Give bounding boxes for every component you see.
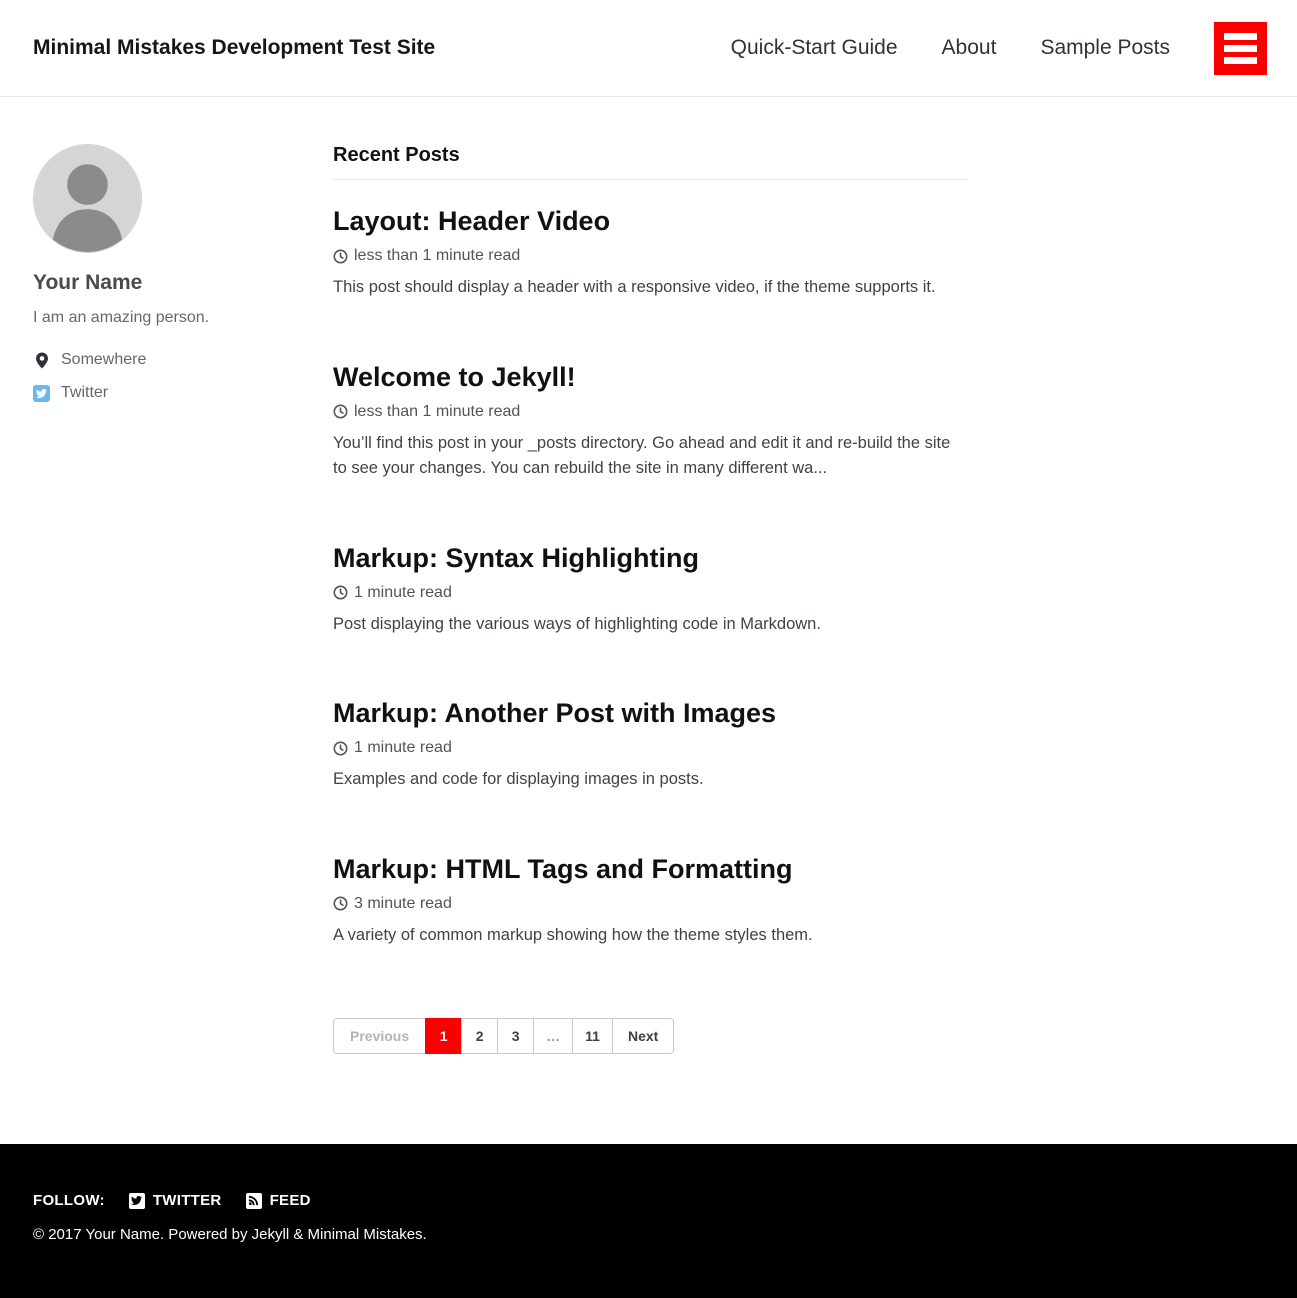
- sidebar-item-location[interactable]: [33, 351, 333, 369]
- clock-icon: [333, 404, 348, 419]
- location-pin-icon: [33, 352, 50, 369]
- page-body: [0, 97, 1297, 1144]
- read-time: less than 1 minute read: [354, 402, 521, 420]
- page-title: Recent Posts: [333, 144, 968, 180]
- post-excerpt: A variety of common markup showing how the theme styles them.: [333, 925, 813, 944]
- follow-row: [33, 1192, 1264, 1209]
- post-meta: [333, 247, 968, 265]
- site-title[interactable]: Minimal Mistakes Development Test Site: [33, 36, 436, 59]
- nav-link-about[interactable]: About: [941, 36, 997, 59]
- read-time: less than 1 minute read: [354, 247, 521, 264]
- post-item: [333, 362, 968, 482]
- post-meta: [333, 895, 968, 913]
- clock-icon: [333, 249, 348, 264]
- post-excerpt: This post should display a header with a responsive video, if the theme supports it.: [333, 278, 936, 296]
- author-bio: I am an amazing person.: [33, 309, 210, 326]
- post-title-link[interactable]: Layout: Header Video: [333, 206, 611, 236]
- rss-square-icon: [246, 1193, 262, 1209]
- post-title-link[interactable]: Markup: Syntax Highlighting: [333, 542, 700, 573]
- author-sidebar: [33, 144, 333, 1144]
- follow-label: FOLLOW:: [33, 1192, 105, 1209]
- sidebar-item-twitter[interactable]: [33, 384, 333, 402]
- twitter-icon: [33, 385, 50, 402]
- footer-feed-link[interactable]: [246, 1192, 311, 1209]
- masthead-nav: [731, 22, 1267, 75]
- pagination-page-11[interactable]: 11: [572, 1018, 613, 1054]
- post-title-link[interactable]: Markup: Another Post with Images: [333, 698, 777, 729]
- copyright-text: © 2017 Your Name. Powered by Jekyll & Minimal Mistakes.: [33, 1226, 427, 1243]
- post-excerpt: Examples and code for displaying images in posts.: [333, 770, 704, 789]
- footer-feed-label: FEED: [269, 1192, 311, 1209]
- clock-icon: [333, 741, 348, 756]
- nav-link-quick-start-guide[interactable]: Quick-Start Guide: [730, 36, 898, 59]
- post-excerpt: You’ll find this post in your _posts directory. Go ahead and edit it and re-build the site to see your changes. You can rebuild the site in many different wa...: [333, 433, 951, 478]
- author-links: [33, 351, 333, 402]
- sidebar-location-label: Somewhere: [61, 351, 147, 368]
- person-silhouette-icon: [34, 145, 141, 252]
- pagination-previous-button: Previous: [333, 1018, 426, 1054]
- post-item: [333, 854, 968, 949]
- pagination-page-3[interactable]: 3: [497, 1018, 534, 1054]
- pagination-next-button[interactable]: Next: [612, 1018, 674, 1054]
- read-time: 1 minute read: [354, 739, 452, 757]
- post-item: [333, 698, 968, 793]
- author-name: Your Name: [33, 271, 143, 294]
- post-item: [333, 543, 968, 638]
- read-time: 3 minute read: [354, 894, 452, 912]
- pagination-page-1-current: 1: [425, 1018, 462, 1054]
- clock-icon: [333, 585, 348, 600]
- pagination-page-2[interactable]: 2: [461, 1018, 498, 1054]
- pagination-ellipsis: …: [533, 1018, 573, 1054]
- post-excerpt: Post displaying the various ways of highlighting code in Markdown.: [333, 614, 821, 633]
- post-meta: [333, 403, 968, 421]
- post-meta: [333, 739, 968, 757]
- masthead: [0, 0, 1297, 97]
- hamburger-icon: [1224, 33, 1257, 40]
- clock-icon: [333, 896, 348, 911]
- avatar: [33, 144, 142, 253]
- main-content: [333, 144, 968, 1144]
- pagination: [333, 1018, 968, 1054]
- post-title-link[interactable]: Markup: HTML Tags and Formatting: [333, 853, 793, 884]
- post-item: [333, 206, 968, 301]
- read-time: 1 minute read: [354, 583, 452, 601]
- footer-twitter-label: TWITTER: [152, 1192, 222, 1209]
- hamburger-menu-button[interactable]: [1214, 22, 1267, 75]
- site-footer: [0, 1144, 1297, 1298]
- post-meta: [333, 584, 968, 602]
- post-title-link[interactable]: Welcome to Jekyll!: [333, 361, 576, 392]
- nav-link-sample-posts[interactable]: Sample Posts: [1040, 36, 1170, 59]
- footer-twitter-link[interactable]: [129, 1192, 222, 1209]
- sidebar-twitter-label: Twitter: [61, 384, 109, 401]
- twitter-square-icon: [129, 1193, 145, 1209]
